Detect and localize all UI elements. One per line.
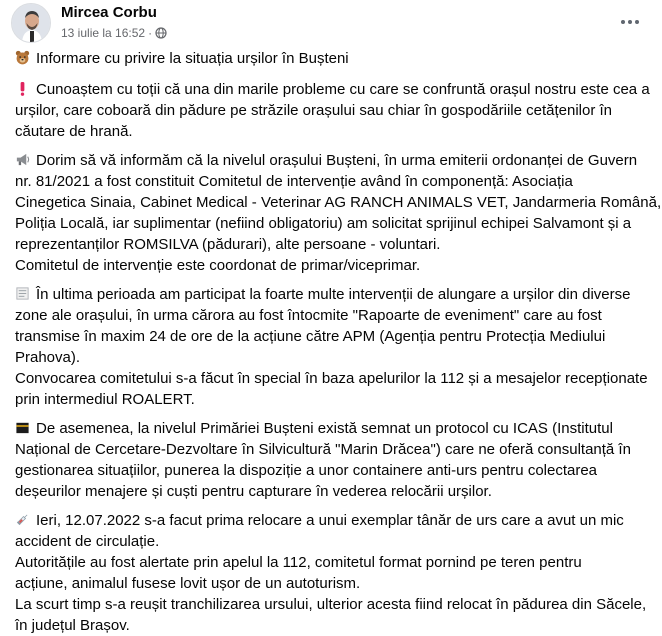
bear-face-icon [15,50,30,65]
text-line: transmise în maxim 24 de ore de la acțiune către APM (Agenția pentru Protecția Mediului [15,328,606,345]
syringe-icon [15,512,30,527]
post-meta [61,26,167,40]
more-options-button[interactable] [618,10,642,34]
text-line: reprezentanților ROMSILVA (pădurari), alte persoane - voluntari. [15,236,441,253]
globe-icon[interactable] [155,27,167,39]
kaaba-icon [15,420,30,435]
text-line: La scurt timp s-a reușit tranchilizarea ursului, ulterior acesta fiind relocat în pădurea din Săcele, [15,596,647,613]
text-line: gestionarea situațiilor, punerea la dispoziție a unor containere anti-urs pentru colectarea [15,462,598,479]
text-line: Cunoaștem cu toții că una din marile probleme cu care se confruntă orașul nostru este cea a [15,79,648,100]
text-line: Poliția Locală, iar suplimentar (nefiind obligatoriu) am solicitat sprijinul echipei Salvamont și a [15,215,632,232]
text-line: accident de circulație. [15,533,160,550]
author-name[interactable]: Mircea Corbu [61,4,157,21]
text-line: Cinegetica Sinaia, Cabinet Medical - Veterinar AG RANCH ANIMALS VET, Jandarmeria Română, [15,194,662,211]
post-header [11,0,648,48]
text-line: deșeurilor menajere și cuști pentru capturare în vederea relocării urșilor. [15,483,492,500]
loudspeaker-icon [15,152,30,167]
paragraph-1 [15,79,648,142]
text-line: Convocarea comitetului s-a făcut în special în baza apelurilor la 112 și a mesajelor recepționate [15,370,648,387]
text-line: căutare de hrană. [15,123,133,140]
text-line: urșilor, care coboară din pădure pe străzile orașului sau chiar în gospodăriile cetățenilor în [15,102,613,119]
text-line: De asemenea, la nivelul Primăriei Bușteni există semnat un protocol cu ICAS (Institutul [15,418,648,439]
paragraph-3 [15,284,648,410]
text-line: Prahova). [15,349,81,366]
text-line: nr. 81/2021 a fost constituit Comitetul de intervenție având în componență: Asociația [15,173,573,190]
text-line: Dorim să vă informăm că la nivelul orașului Bușteni, în urma emiterii ordonanței de Guvern [15,150,648,171]
post-body [11,48,662,636]
author-avatar[interactable] [11,3,51,43]
exclamation-mark-icon [15,81,30,96]
post-title: Informare cu privire la situația urșilor în Bușteni [36,50,349,67]
text-line: Ieri, 12.07.2022 s-a facut prima relocare a unui exemplar tânăr de urs care a avut un mic [15,510,648,531]
page-facing-up-icon [15,286,30,301]
paragraph-2 [15,150,662,276]
text-line: zone ale orașului, în urma cărora au fost întocmite "Rapoarte de eveniment" care au fost [15,307,602,324]
meta-separator: · [148,26,153,40]
text-line: Național de Cercetare-Dezvoltare în Silvicultură "Marin Drăcea") care ne oferă consultanță în [15,441,631,458]
text-line: Comitetul de intervenție este coordonat de primar/viceprimar. [15,257,421,274]
avatar-photo-icon [12,4,51,43]
post-title-paragraph [15,48,648,69]
text-line: acțiune, animalul fusese lovit ușor de un autoturism. [15,575,361,592]
paragraph-4 [15,418,648,502]
text-line: prin intermediul ROALERT. [15,391,195,408]
text-line: în județul Brașov. [15,617,130,634]
paragraph-5 [15,510,648,636]
text-line: În ultima perioada am participat la foarte multe intervenții de alungare a urșilor din diverse [15,284,648,305]
post-date[interactable]: 13 iulie la 16:52 [61,26,146,40]
text-line: Autoritățile au fost alertate prin apelul la 112, comitetul format pornind pe teren pentru [15,554,582,571]
more-options-icon [620,19,640,25]
